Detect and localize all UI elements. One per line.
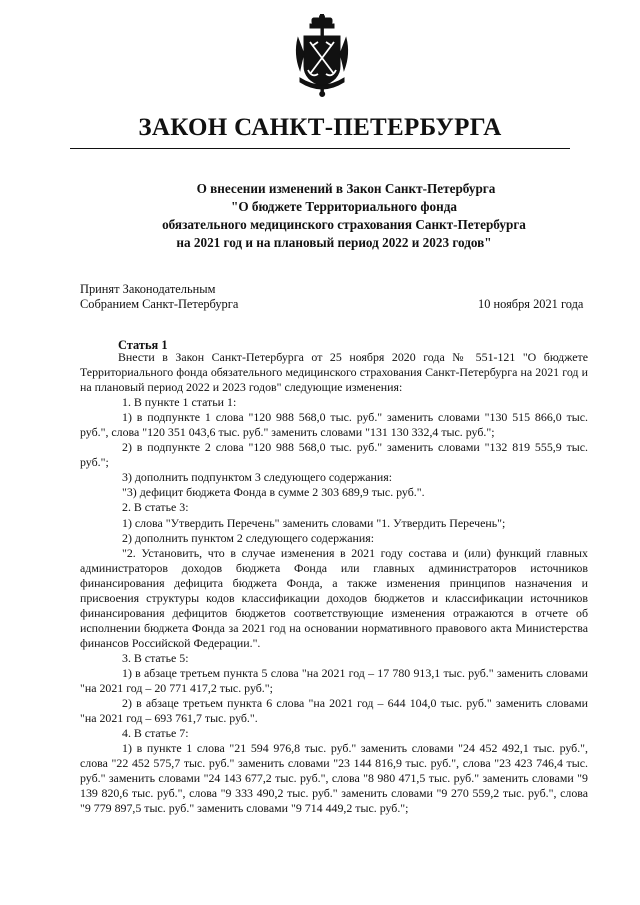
- paragraph: "3) дефицит бюджета Фонда в сумме 2 303 689,9 тыс. руб.".: [122, 485, 425, 500]
- subtitle-line: на 2021 год и на плановый период 2022 и 2023 годов": [176, 235, 492, 250]
- subtitle-line: обязательного медицинского страхования Санкт-Петербурга: [162, 217, 526, 232]
- paragraph: "2. Установить, что в случае изменения в 2021 году состава и (или) функций главных администраторов доходов бюджета Фонда или главных администраторов источников финансирования дефицита бюджета Фонда, а также изменения принципов назначения и присвоения структуры кодов классификации доходов бюджетов и классификации источников финансирования дефицитов бюджетов соответствующие изменения отражаются в отчете об исполнении бюджета Фонда за 2021 год на основании нормативного правового акта Министерства финансов Российской Федерации.".: [80, 545, 588, 650]
- article-body: [80, 350, 588, 816]
- subtitle-line: "О бюджете Территориального фонда: [231, 199, 457, 214]
- paragraph: 2) в подпункте 2 слова "120 988 568,0 тыс. руб." заменить словами "132 819 555,9 тыс. руб.";: [80, 440, 588, 470]
- law-subtitle: [0, 180, 640, 252]
- paragraph: 2. В статье 3:: [122, 500, 189, 515]
- adoption-note: [80, 282, 238, 312]
- paragraph: 1) слова "Утвердить Перечень" заменить словами "1. Утвердить Перечень";: [122, 515, 506, 530]
- article-heading: Статья 1: [118, 338, 168, 352]
- title-divider: [70, 148, 570, 149]
- law-title: ЗАКОН САНКТ-ПЕТЕРБУРГА: [138, 114, 502, 141]
- adoption-line: Собранием Санкт-Петербурга: [80, 297, 239, 311]
- paragraph: 1) в абзаце третьем пункта 5 слова "на 2021 год – 17 780 913,1 тыс. руб." заменить словами "на 2021 год – 20 771 417,2 тыс. руб.";: [80, 665, 588, 696]
- paragraph: 1) в пункте 1 слова "21 594 976,8 тыс. руб." заменить словами "24 452 492,1 тыс. руб.", слова "22 452 575,7 тыс. руб." заменить словами "23 144 816,9 тыс. руб.", слова "23 423 746,4 тыс. руб." заменить словами "24 143 677,2 тыс. руб.", слова "8 980 471,5 тыс. руб." заменить словами "9 139 820,6 тыс. руб.", слова "9 333 490,2 тыс. руб." заменить словами "9 270 559,2 тыс. руб.", слова "9 779 897,5 тыс. руб." заменить словами "9 714 449,2 тыс. руб.";: [80, 741, 588, 816]
- paragraph: 3. В статье 5:: [122, 650, 189, 665]
- paragraph: 4. В статье 7:: [122, 726, 189, 741]
- adoption-date: 10 ноября 2021 года: [478, 297, 584, 311]
- paragraph: 3) дополнить подпунктом 3 следующего содержания:: [122, 470, 393, 485]
- paragraph: 1) в подпункте 1 слова "120 988 568,0 тыс. руб." заменить словами "130 515 866,0 тыс. руб.", слова "120 351 043,6 тыс. руб." заменить словами "131 130 332,4 тыс. руб.";: [80, 410, 588, 440]
- paragraph: 2) в абзаце третьем пункта 6 слова "на 2021 год – 644 104,0 тыс. руб." заменить словами "на 2021 год – 693 761,7 тыс. руб.".: [80, 696, 588, 726]
- paragraph: 2) дополнить пунктом 2 следующего содержания:: [122, 530, 375, 545]
- coat-of-arms-emblem: [290, 14, 354, 98]
- adoption-line: Принят Законодательным: [80, 282, 216, 296]
- paragraph: 1. В пункте 1 статьи 1:: [122, 395, 237, 410]
- paragraph: Внести в Закон Санкт-Петербурга от 25 ноября 2020 года № 551-121 "О бюджете Территориального фонда обязательного медицинского страхования Санкт-Петербурга на 2021 год и на плановый период 2022 и 2023 годов" следующие изменения:: [80, 350, 588, 395]
- subtitle-line: О внесении изменений в Закон Санкт-Петербурга: [196, 181, 496, 196]
